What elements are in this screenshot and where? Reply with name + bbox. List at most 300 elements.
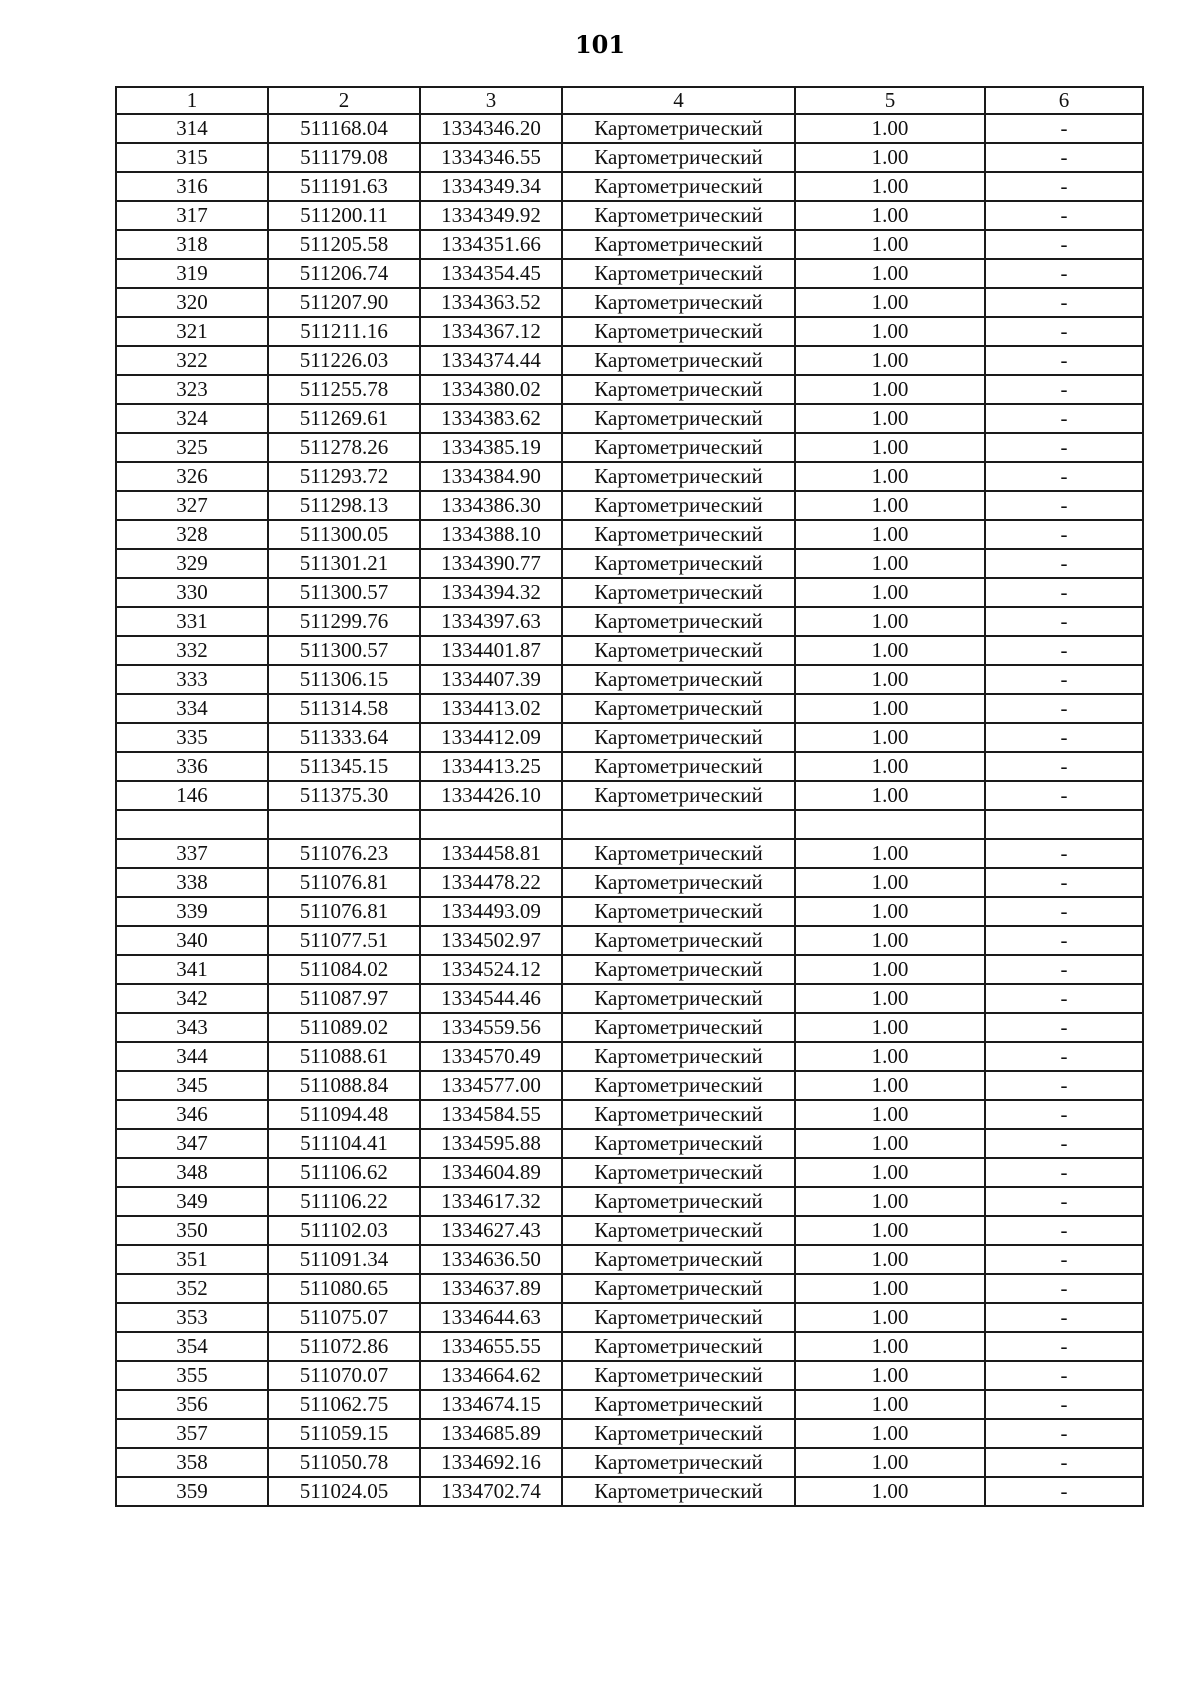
x-coordinate-cell: 511269.61 [268,404,420,433]
method-cell: Картометрический [562,1361,795,1390]
accuracy-cell: 1.00 [795,1274,985,1303]
point-number-cell: 343 [116,1013,268,1042]
description-cell: - [985,1216,1143,1245]
table-row [116,346,1143,375]
accuracy-cell: 1.00 [795,984,985,1013]
y-coordinate-cell: 1334380.02 [420,375,562,404]
accuracy-cell: 1.00 [795,404,985,433]
y-coordinate-cell: 1334644.63 [420,1303,562,1332]
point-number-cell: 323 [116,375,268,404]
accuracy-cell: 1.00 [795,781,985,810]
accuracy-cell: 1.00 [795,1303,985,1332]
description-cell: - [985,317,1143,346]
method-cell: Картометрический [562,897,795,926]
accuracy-cell: 1.00 [795,433,985,462]
x-coordinate-cell: 511200.11 [268,201,420,230]
point-number-cell: 320 [116,288,268,317]
x-coordinate-cell: 511226.03 [268,346,420,375]
x-coordinate-cell: 511375.30 [268,781,420,810]
y-coordinate-cell: 1334674.15 [420,1390,562,1419]
method-cell: Картометрический [562,259,795,288]
table-row [116,984,1143,1013]
table-row [116,810,1143,839]
accuracy-cell: 1.00 [795,1013,985,1042]
x-coordinate-cell: 511333.64 [268,723,420,752]
accuracy-cell: 1.00 [795,578,985,607]
method-cell: Картометрический [562,1100,795,1129]
accuracy-cell: 1.00 [795,868,985,897]
description-cell: - [985,1419,1143,1448]
column-header-6: 6 [985,87,1143,114]
method-cell: Картометрический [562,520,795,549]
y-coordinate-cell: 1334493.09 [420,897,562,926]
point-number-cell: 359 [116,1477,268,1506]
y-coordinate-cell: 1334412.09 [420,723,562,752]
y-coordinate-cell: 1334664.62 [420,1361,562,1390]
accuracy-cell: 1.00 [795,723,985,752]
x-coordinate-cell: 511191.63 [268,172,420,201]
y-coordinate-cell: 1334384.90 [420,462,562,491]
point-number-cell: 333 [116,665,268,694]
method-cell: Картометрический [562,1071,795,1100]
description-cell: - [985,491,1143,520]
method-cell: Картометрический [562,404,795,433]
accuracy-cell: 1.00 [795,1129,985,1158]
accuracy-cell: 1.00 [795,955,985,984]
accuracy-cell: 1.00 [795,462,985,491]
point-number-cell: 346 [116,1100,268,1129]
y-coordinate-cell: 1334627.43 [420,1216,562,1245]
table-row [116,1274,1143,1303]
column-header-3: 3 [420,87,562,114]
x-coordinate-cell: 511168.04 [268,114,420,143]
description-cell: - [985,1100,1143,1129]
point-number-cell: 350 [116,1216,268,1245]
point-number-cell: 345 [116,1071,268,1100]
method-cell: Картометрический [562,288,795,317]
table-row [116,752,1143,781]
point-number-cell: 336 [116,752,268,781]
table-row [116,317,1143,346]
accuracy-cell: 1.00 [795,1419,985,1448]
description-cell: - [985,1187,1143,1216]
y-coordinate-cell: 1334346.55 [420,143,562,172]
description-cell [985,810,1143,839]
x-coordinate-cell: 511104.41 [268,1129,420,1158]
method-cell: Картометрический [562,317,795,346]
point-number-cell: 357 [116,1419,268,1448]
x-coordinate-cell: 511293.72 [268,462,420,491]
table-row [116,1129,1143,1158]
description-cell: - [985,665,1143,694]
accuracy-cell: 1.00 [795,1187,985,1216]
method-cell: Картометрический [562,1274,795,1303]
description-cell: - [985,897,1143,926]
method-cell: Картометрический [562,1390,795,1419]
point-number-cell: 327 [116,491,268,520]
method-cell: Картометрический [562,114,795,143]
point-number-cell: 326 [116,462,268,491]
accuracy-cell: 1.00 [795,288,985,317]
method-cell: Картометрический [562,433,795,462]
y-coordinate-cell: 1334655.55 [420,1332,562,1361]
table-row [116,1042,1143,1071]
x-coordinate-cell: 511089.02 [268,1013,420,1042]
x-coordinate-cell: 511076.81 [268,897,420,926]
x-coordinate-cell: 511059.15 [268,1419,420,1448]
description-cell: - [985,636,1143,665]
x-coordinate-cell: 511314.58 [268,694,420,723]
accuracy-cell: 1.00 [795,1245,985,1274]
x-coordinate-cell: 511072.86 [268,1332,420,1361]
x-coordinate-cell [268,810,420,839]
point-number-cell: 328 [116,520,268,549]
point-number-cell: 324 [116,404,268,433]
table-row [116,694,1143,723]
description-cell: - [985,549,1143,578]
method-cell: Картометрический [562,462,795,491]
table-row [116,1100,1143,1129]
method-cell: Картометрический [562,1187,795,1216]
table-row [116,1303,1143,1332]
x-coordinate-cell: 511094.48 [268,1100,420,1129]
y-coordinate-cell: 1334363.52 [420,288,562,317]
coordinates-table [115,86,1144,1507]
column-header-1: 1 [116,87,268,114]
y-coordinate-cell: 1334413.25 [420,752,562,781]
y-coordinate-cell: 1334692.16 [420,1448,562,1477]
description-cell: - [985,1042,1143,1071]
x-coordinate-cell: 511205.58 [268,230,420,259]
method-cell: Картометрический [562,1013,795,1042]
accuracy-cell [795,810,985,839]
column-header-2: 2 [268,87,420,114]
table-row [116,520,1143,549]
description-cell: - [985,607,1143,636]
method-cell: Картометрический [562,172,795,201]
method-cell: Картометрический [562,868,795,897]
table-row [116,868,1143,897]
y-coordinate-cell: 1334354.45 [420,259,562,288]
y-coordinate-cell: 1334394.32 [420,578,562,607]
description-cell: - [985,404,1143,433]
accuracy-cell: 1.00 [795,201,985,230]
table-header-row [116,87,1143,114]
accuracy-cell: 1.00 [795,549,985,578]
x-coordinate-cell: 511070.07 [268,1361,420,1390]
point-number-cell: 340 [116,926,268,955]
x-coordinate-cell: 511077.51 [268,926,420,955]
description-cell: - [985,114,1143,143]
y-coordinate-cell: 1334386.30 [420,491,562,520]
table-row [116,462,1143,491]
description-cell: - [985,288,1143,317]
description-cell: - [985,926,1143,955]
description-cell: - [985,1361,1143,1390]
point-number-cell: 351 [116,1245,268,1274]
table-row [116,549,1143,578]
x-coordinate-cell: 511306.15 [268,665,420,694]
accuracy-cell: 1.00 [795,839,985,868]
description-cell: - [985,230,1143,259]
description-cell: - [985,1390,1143,1419]
method-cell: Картометрический [562,491,795,520]
x-coordinate-cell: 511091.34 [268,1245,420,1274]
point-number-cell: 339 [116,897,268,926]
table-row [116,1187,1143,1216]
y-coordinate-cell: 1334577.00 [420,1071,562,1100]
description-cell: - [985,839,1143,868]
description-cell: - [985,1448,1143,1477]
accuracy-cell: 1.00 [795,172,985,201]
description-cell: - [985,868,1143,897]
accuracy-cell: 1.00 [795,1216,985,1245]
table-row [116,578,1143,607]
x-coordinate-cell: 511255.78 [268,375,420,404]
point-number-cell: 318 [116,230,268,259]
point-number-cell: 341 [116,955,268,984]
method-cell: Картометрический [562,984,795,1013]
method-cell: Картометрический [562,607,795,636]
accuracy-cell: 1.00 [795,143,985,172]
y-coordinate-cell: 1334349.92 [420,201,562,230]
description-cell: - [985,143,1143,172]
y-coordinate-cell: 1334478.22 [420,868,562,897]
accuracy-cell: 1.00 [795,1390,985,1419]
x-coordinate-cell: 511062.75 [268,1390,420,1419]
x-coordinate-cell: 511075.07 [268,1303,420,1332]
method-cell: Картометрический [562,665,795,694]
table-row [116,781,1143,810]
accuracy-cell: 1.00 [795,1448,985,1477]
accuracy-cell: 1.00 [795,926,985,955]
table-row [116,897,1143,926]
y-coordinate-cell: 1334458.81 [420,839,562,868]
x-coordinate-cell: 511300.57 [268,636,420,665]
description-cell: - [985,259,1143,288]
point-number-cell: 335 [116,723,268,752]
accuracy-cell: 1.00 [795,1100,985,1129]
y-coordinate-cell: 1334637.89 [420,1274,562,1303]
method-cell: Картометрический [562,375,795,404]
column-header-5: 5 [795,87,985,114]
x-coordinate-cell: 511106.62 [268,1158,420,1187]
method-cell: Картометрический [562,839,795,868]
x-coordinate-cell: 511345.15 [268,752,420,781]
x-coordinate-cell: 511088.84 [268,1071,420,1100]
point-number-cell: 330 [116,578,268,607]
x-coordinate-cell: 511080.65 [268,1274,420,1303]
y-coordinate-cell: 1334685.89 [420,1419,562,1448]
accuracy-cell: 1.00 [795,259,985,288]
method-cell: Картометрический [562,578,795,607]
x-coordinate-cell: 511206.74 [268,259,420,288]
point-number-cell: 354 [116,1332,268,1361]
description-cell: - [985,1013,1143,1042]
accuracy-cell: 1.00 [795,607,985,636]
method-cell: Картометрический [562,1448,795,1477]
description-cell: - [985,1245,1143,1274]
table-row [116,607,1143,636]
point-number-cell: 356 [116,1390,268,1419]
accuracy-cell: 1.00 [795,520,985,549]
method-cell: Картометрический [562,955,795,984]
point-number-cell: 325 [116,433,268,462]
accuracy-cell: 1.00 [795,317,985,346]
y-coordinate-cell: 1334407.39 [420,665,562,694]
table-row [116,839,1143,868]
accuracy-cell: 1.00 [795,636,985,665]
point-number-cell [116,810,268,839]
method-cell: Картометрический [562,230,795,259]
y-coordinate-cell: 1334570.49 [420,1042,562,1071]
accuracy-cell: 1.00 [795,375,985,404]
description-cell: - [985,201,1143,230]
point-number-cell: 146 [116,781,268,810]
point-number-cell: 315 [116,143,268,172]
x-coordinate-cell: 511088.61 [268,1042,420,1071]
description-cell: - [985,694,1143,723]
point-number-cell: 331 [116,607,268,636]
x-coordinate-cell: 511300.57 [268,578,420,607]
method-cell: Картометрический [562,1419,795,1448]
method-cell: Картометрический [562,346,795,375]
table-row [116,1477,1143,1506]
point-number-cell: 332 [116,636,268,665]
accuracy-cell: 1.00 [795,1158,985,1187]
point-number-cell: 342 [116,984,268,1013]
y-coordinate-cell: 1334502.97 [420,926,562,955]
point-number-cell: 358 [116,1448,268,1477]
y-coordinate-cell: 1334401.87 [420,636,562,665]
x-coordinate-cell: 511179.08 [268,143,420,172]
accuracy-cell: 1.00 [795,1332,985,1361]
table-row [116,1071,1143,1100]
description-cell: - [985,1158,1143,1187]
method-cell: Картометрический [562,1245,795,1274]
method-cell: Картометрический [562,781,795,810]
accuracy-cell: 1.00 [795,752,985,781]
y-coordinate-cell: 1334351.66 [420,230,562,259]
method-cell: Картометрический [562,1477,795,1506]
table-row [116,114,1143,143]
method-cell: Картометрический [562,1042,795,1071]
table-row [116,230,1143,259]
point-number-cell: 347 [116,1129,268,1158]
y-coordinate-cell: 1334426.10 [420,781,562,810]
description-cell: - [985,1477,1143,1506]
table-body [116,114,1143,1506]
table-row [116,636,1143,665]
y-coordinate-cell: 1334636.50 [420,1245,562,1274]
description-cell: - [985,1071,1143,1100]
x-coordinate-cell: 511076.81 [268,868,420,897]
method-cell: Картометрический [562,723,795,752]
accuracy-cell: 1.00 [795,694,985,723]
table-row [116,491,1143,520]
x-coordinate-cell: 511102.03 [268,1216,420,1245]
description-cell: - [985,1332,1143,1361]
y-coordinate-cell: 1334595.88 [420,1129,562,1158]
method-cell: Картометрический [562,1332,795,1361]
accuracy-cell: 1.00 [795,1477,985,1506]
table-row [116,723,1143,752]
y-coordinate-cell: 1334346.20 [420,114,562,143]
description-cell: - [985,1303,1143,1332]
accuracy-cell: 1.00 [795,665,985,694]
description-cell: - [985,462,1143,491]
table-row [116,1245,1143,1274]
y-coordinate-cell: 1334383.62 [420,404,562,433]
description-cell: - [985,781,1143,810]
table-row [116,375,1143,404]
y-coordinate-cell: 1334617.32 [420,1187,562,1216]
point-number-cell: 344 [116,1042,268,1071]
y-coordinate-cell: 1334367.12 [420,317,562,346]
description-cell: - [985,752,1143,781]
description-cell: - [985,433,1143,462]
point-number-cell: 322 [116,346,268,375]
description-cell: - [985,1274,1143,1303]
table-row [116,259,1143,288]
accuracy-cell: 1.00 [795,1042,985,1071]
point-number-cell: 329 [116,549,268,578]
table-row [116,288,1143,317]
description-cell: - [985,578,1143,607]
description-cell: - [985,520,1143,549]
point-number-cell: 321 [116,317,268,346]
point-number-cell: 334 [116,694,268,723]
method-cell: Картометрический [562,1216,795,1245]
y-coordinate-cell: 1334702.74 [420,1477,562,1506]
column-header-4: 4 [562,87,795,114]
x-coordinate-cell: 511300.05 [268,520,420,549]
y-coordinate-cell: 1334524.12 [420,955,562,984]
y-coordinate-cell: 1334544.46 [420,984,562,1013]
method-cell: Картометрический [562,1303,795,1332]
x-coordinate-cell: 511024.05 [268,1477,420,1506]
table-row [116,1216,1143,1245]
y-coordinate-cell: 1334584.55 [420,1100,562,1129]
accuracy-cell: 1.00 [795,346,985,375]
method-cell [562,810,795,839]
point-number-cell: 353 [116,1303,268,1332]
point-number-cell: 319 [116,259,268,288]
accuracy-cell: 1.00 [795,1361,985,1390]
table-row [116,1448,1143,1477]
description-cell: - [985,1129,1143,1158]
y-coordinate-cell: 1334413.02 [420,694,562,723]
description-cell: - [985,346,1143,375]
method-cell: Картометрический [562,143,795,172]
x-coordinate-cell: 511299.76 [268,607,420,636]
point-number-cell: 317 [116,201,268,230]
y-coordinate-cell: 1334388.10 [420,520,562,549]
method-cell: Картометрический [562,926,795,955]
description-cell: - [985,172,1143,201]
point-number-cell: 355 [116,1361,268,1390]
method-cell: Картометрический [562,694,795,723]
table-row [116,926,1143,955]
method-cell: Картометрический [562,636,795,665]
accuracy-cell: 1.00 [795,230,985,259]
point-number-cell: 349 [116,1187,268,1216]
description-cell: - [985,955,1143,984]
x-coordinate-cell: 511087.97 [268,984,420,1013]
x-coordinate-cell: 511211.16 [268,317,420,346]
accuracy-cell: 1.00 [795,1071,985,1100]
x-coordinate-cell: 511076.23 [268,839,420,868]
